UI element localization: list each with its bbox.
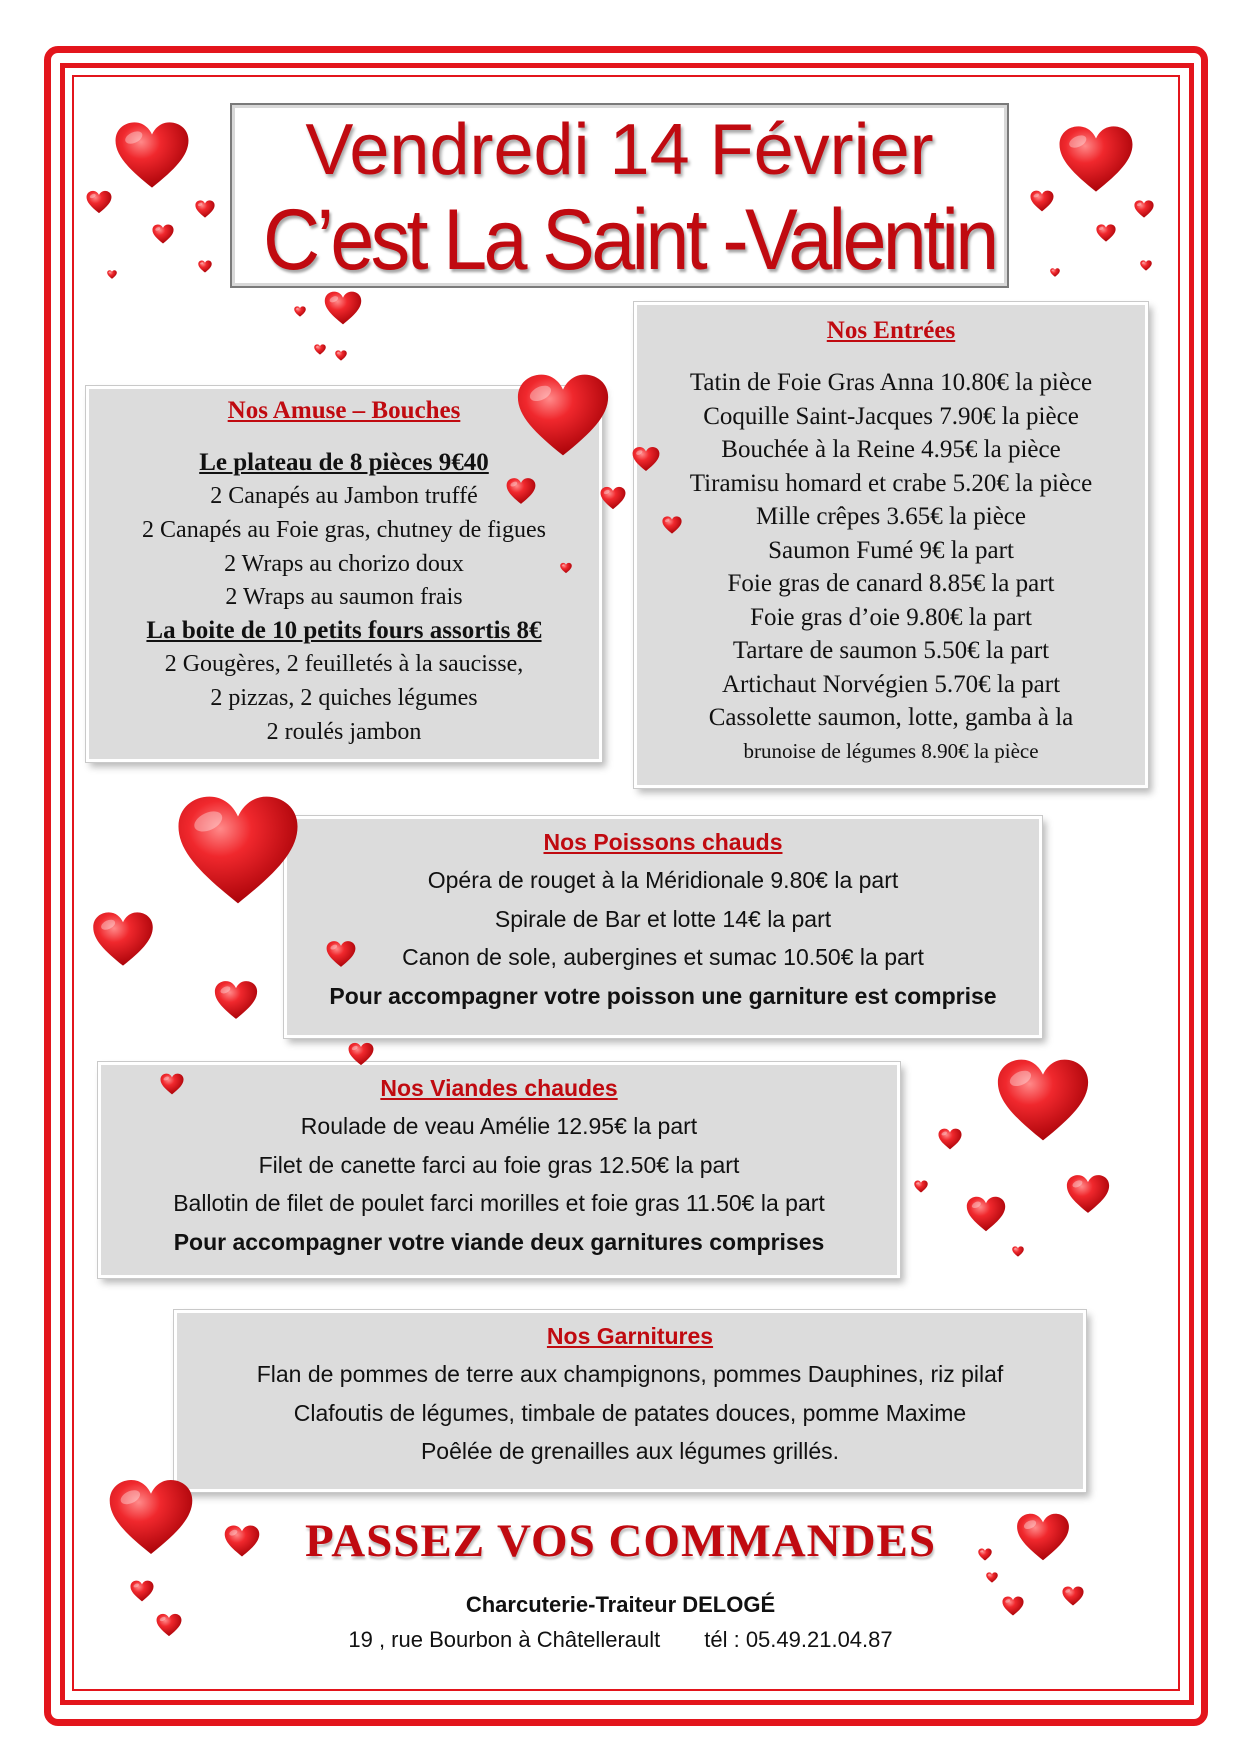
garnitures-title: Nos Garnitures xyxy=(546,1323,714,1349)
shop-contact xyxy=(0,1627,1241,1653)
viande-item: Ballotin de filet de poulet farci morilles et foie gras 11.50€ la part xyxy=(173,1190,825,1216)
heart-icon xyxy=(516,372,610,458)
plateau-item: 2 Wraps au saumon frais xyxy=(225,584,463,610)
heart-icon xyxy=(335,350,347,361)
heart-icon xyxy=(1062,1586,1084,1606)
plateau-item: 2 Canapés au Foie gras, chutney de figues xyxy=(142,517,546,543)
heart-icon xyxy=(560,562,572,574)
title-main: C’est La Saint -Valentin xyxy=(263,192,996,288)
heart-icon xyxy=(156,1610,182,1640)
entree-item: Artichaut Norvégien 5.70€ la part xyxy=(721,671,1061,698)
garniture-item: Clafoutis de légumes, timbale de patates douces, pomme Maxime xyxy=(293,1400,967,1426)
viande-item: Filet de canette farci au foie gras 12.50€ la part xyxy=(258,1152,740,1178)
heart-icon xyxy=(348,1042,374,1066)
plateau-title: Le plateau de 8 pièces 9€40 xyxy=(199,449,489,476)
garnitures-box xyxy=(174,1310,1086,1492)
heart-icon xyxy=(1096,224,1116,242)
viandes-note: Pour accompagner votre viande deux garnitures comprises xyxy=(173,1229,825,1255)
entree-item: Cassolette saumon, lotte, gamba à la xyxy=(708,704,1074,731)
heart-icon xyxy=(1134,200,1154,218)
heart-icon xyxy=(1140,260,1152,271)
heart-icon xyxy=(600,486,626,510)
entree-item: Foie gras d’oie 9.80€ la part xyxy=(750,604,1032,631)
heart-icon xyxy=(978,1548,992,1561)
heart-icon xyxy=(195,200,215,218)
entree-item: Foie gras de canard 8.85€ la part xyxy=(727,570,1055,597)
heart-icon xyxy=(996,1050,1090,1150)
heart-icon xyxy=(198,260,212,273)
entree-item: Bouchée à la Reine 4.95€ la pièce xyxy=(721,436,1061,463)
heart-icon xyxy=(662,516,682,534)
heart-icon xyxy=(324,290,362,326)
viandes-title: Nos Viandes chaudes xyxy=(380,1075,618,1101)
entree-item: Saumon Fumé 9€ la part xyxy=(768,537,1014,564)
heart-icon xyxy=(314,344,326,355)
garniture-item: Poêlée de grenailles aux légumes grillés. xyxy=(420,1438,840,1464)
boite-item: 2 roulés jambon xyxy=(266,719,422,745)
heart-icon xyxy=(92,910,154,968)
boite-item: 2 Gougères, 2 feuilletés à la saucisse, xyxy=(164,651,524,677)
heart-icon xyxy=(632,446,660,472)
heart-icon xyxy=(914,1180,928,1193)
heart-icon xyxy=(160,1072,184,1096)
heart-icon xyxy=(114,120,190,190)
order-call-to-action: PASSEZ VOS COMMANDES xyxy=(304,1515,937,1567)
heart-icon xyxy=(224,1524,260,1558)
heart-icon xyxy=(1012,1246,1024,1257)
heart-icon xyxy=(938,1128,962,1150)
heart-icon xyxy=(326,934,356,974)
title-date: Vendredi 14 Février xyxy=(305,110,934,190)
poisson-item: Opéra de rouget à la Méridionale 9.80€ la part xyxy=(427,867,899,893)
entrees-title: Nos Entrées xyxy=(826,317,956,344)
poisson-item: Spirale de Bar et lotte 14€ la part xyxy=(494,906,832,932)
entree-item-small: brunoise de légumes 8.90€ la pièce xyxy=(743,739,1039,763)
heart-icon xyxy=(1050,268,1060,277)
viandes-box xyxy=(98,1062,900,1278)
poissons-note: Pour accompagner votre poisson une garniture est comprise xyxy=(329,983,997,1009)
heart-icon xyxy=(506,474,536,508)
heart-icon xyxy=(986,1572,998,1583)
heart-icon xyxy=(966,1196,1006,1232)
heart-icon xyxy=(108,1474,194,1560)
plateau-item: 2 Canapés au Jambon truffé xyxy=(210,483,478,509)
amuse-bouches-title: Nos Amuse – Bouches xyxy=(227,397,461,424)
entree-item: Tatin de Foie Gras Anna 10.80€ la pièce xyxy=(689,369,1093,396)
entree-item: Mille crêpes 3.65€ la pièce xyxy=(755,503,1027,530)
heart-icon xyxy=(1030,190,1054,212)
entree-item: Tiramisu homard et crabe 5.20€ la pièce xyxy=(689,470,1093,497)
garniture-item: Flan de pommes de terre aux champignons, pommes Dauphines, riz pilaf xyxy=(256,1361,1004,1387)
boite-item: 2 pizzas, 2 quiches légumes xyxy=(210,685,478,711)
boite-title: La boite de 10 petits fours assortis 8€ xyxy=(146,617,542,644)
entree-item: Coquille Saint-Jacques 7.90€ la pièce xyxy=(703,403,1079,430)
heart-icon xyxy=(130,1580,154,1602)
heart-icon xyxy=(214,980,258,1020)
plateau-item: 2 Wraps au chorizo doux xyxy=(224,551,464,577)
poissons-title: Nos Poissons chauds xyxy=(543,829,783,855)
heart-icon xyxy=(176,780,300,920)
shop-phone: tél : 05.49.21.04.87 xyxy=(704,1627,893,1652)
viande-item: Roulade de veau Amélie 12.95€ la part xyxy=(300,1113,698,1139)
entrees-box xyxy=(634,302,1148,788)
heart-icon xyxy=(1058,124,1134,194)
heart-icon xyxy=(152,224,174,244)
shop-name: Charcuterie-Traiteur DELOGÉ xyxy=(465,1592,776,1617)
heart-icon xyxy=(1066,1174,1110,1214)
heart-icon xyxy=(86,190,112,214)
heart-icon xyxy=(107,270,117,279)
title-box xyxy=(230,103,1009,288)
heart-icon xyxy=(294,306,306,317)
poissons-box xyxy=(284,816,1042,1038)
shop-address: 19 , rue Bourbon à Châtellerault xyxy=(348,1627,661,1652)
heart-icon xyxy=(1016,1512,1070,1562)
heart-icon xyxy=(1002,1596,1024,1616)
entree-item: Tartare de saumon 5.50€ la part xyxy=(732,637,1050,664)
poisson-item: Canon de sole, aubergines et sumac 10.50€ la part xyxy=(402,944,924,970)
